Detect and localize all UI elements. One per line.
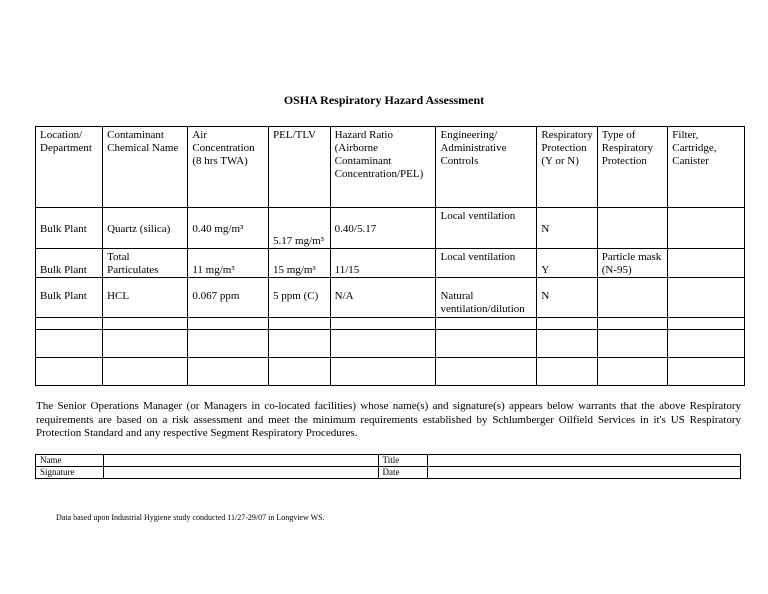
cell-location: Bulk Plant bbox=[36, 278, 103, 318]
signoff-row bbox=[36, 467, 741, 479]
cell-ratio: 11/15 bbox=[330, 249, 436, 278]
table-row bbox=[36, 208, 745, 249]
header-filter: Filter, Cartridge, Canister bbox=[668, 127, 745, 208]
cell-chemical: Quartz (silica) bbox=[103, 208, 188, 249]
header-hazard-ratio: Hazard Ratio (Airborne Contaminant Concentration/PEL) bbox=[330, 127, 436, 208]
cell-controls: Local ventilation bbox=[436, 208, 537, 249]
cell-pel: 5.17 mg/m³ bbox=[269, 208, 331, 249]
table-row bbox=[36, 358, 745, 386]
cell-controls: Natural ventilation/dilution bbox=[436, 278, 537, 318]
cell-pel: 5 ppm (C) bbox=[269, 278, 331, 318]
cell-chemical: HCL bbox=[103, 278, 188, 318]
table-row bbox=[36, 318, 745, 330]
cell-resp: Y bbox=[537, 249, 597, 278]
header-pel-tlv: PEL/TLV bbox=[269, 127, 331, 208]
title-label: Title bbox=[378, 455, 428, 467]
title-field[interactable] bbox=[428, 455, 741, 467]
name-field[interactable] bbox=[103, 455, 378, 467]
signoff-row bbox=[36, 455, 741, 467]
side-watermark bbox=[738, 250, 746, 350]
header-protection-type: Type of Respiratory Protection bbox=[597, 127, 668, 208]
table-header-row bbox=[36, 127, 745, 208]
header-air-concentration: Air Concentration (8 hrs TWA) bbox=[188, 127, 269, 208]
table-row bbox=[36, 278, 745, 318]
cell-type bbox=[597, 208, 668, 249]
cell-location: Bulk Plant bbox=[36, 249, 103, 278]
table-row bbox=[36, 249, 745, 278]
cell-type: Particle mask (N-95) bbox=[597, 249, 668, 278]
cell-chemical: Total Particulates bbox=[103, 249, 188, 278]
cell-air: 0.40 mg/m³ bbox=[188, 208, 269, 249]
cell-filter bbox=[668, 278, 745, 318]
cell-pel: 15 mg/m³ bbox=[269, 249, 331, 278]
warranty-statement: The Senior Operations Manager (or Managers in co-located facilities) whose name(s) and signature(s) appears below warrants that the above Respiratory requirements are based on a risk assessment and meet the minimum requirements established by Schlumberger Oilfield Services in it's US Respiratory Protection Standard and any respective Segment Respiratory Procedures. bbox=[36, 400, 741, 439]
hazard-assessment-table bbox=[35, 126, 745, 386]
cell-ratio: N/A bbox=[330, 278, 436, 318]
cell-filter bbox=[668, 208, 745, 249]
footnote: Data based upon Industrial Hygiene study conducted 11/27-29/07 in Longview WS. bbox=[56, 513, 325, 522]
cell-air: 0.067 ppm bbox=[188, 278, 269, 318]
header-chemical: Contaminant Chemical Name bbox=[103, 127, 188, 208]
signoff-table bbox=[35, 454, 741, 479]
table-row bbox=[36, 330, 745, 358]
header-location: Location/ Department bbox=[36, 127, 103, 208]
cell-resp: N bbox=[537, 208, 597, 249]
signature-field[interactable] bbox=[103, 467, 378, 479]
cell-location: Bulk Plant bbox=[36, 208, 103, 249]
date-label: Date bbox=[378, 467, 428, 479]
date-field[interactable] bbox=[428, 467, 741, 479]
cell-air: 11 mg/m³ bbox=[188, 249, 269, 278]
cell-filter bbox=[668, 249, 745, 278]
cell-resp: N bbox=[537, 278, 597, 318]
cell-ratio: 0.40/5.17 bbox=[330, 208, 436, 249]
cell-controls: Local ventilation bbox=[436, 249, 537, 278]
cell-type bbox=[597, 278, 668, 318]
header-controls: Engineering/ Administrative Controls bbox=[436, 127, 537, 208]
signature-label: Signature bbox=[36, 467, 104, 479]
name-label: Name bbox=[36, 455, 104, 467]
document-title: OSHA Respiratory Hazard Assessment bbox=[283, 93, 485, 107]
header-respiratory-protection: Respiratory Protection (Y or N) bbox=[537, 127, 597, 208]
